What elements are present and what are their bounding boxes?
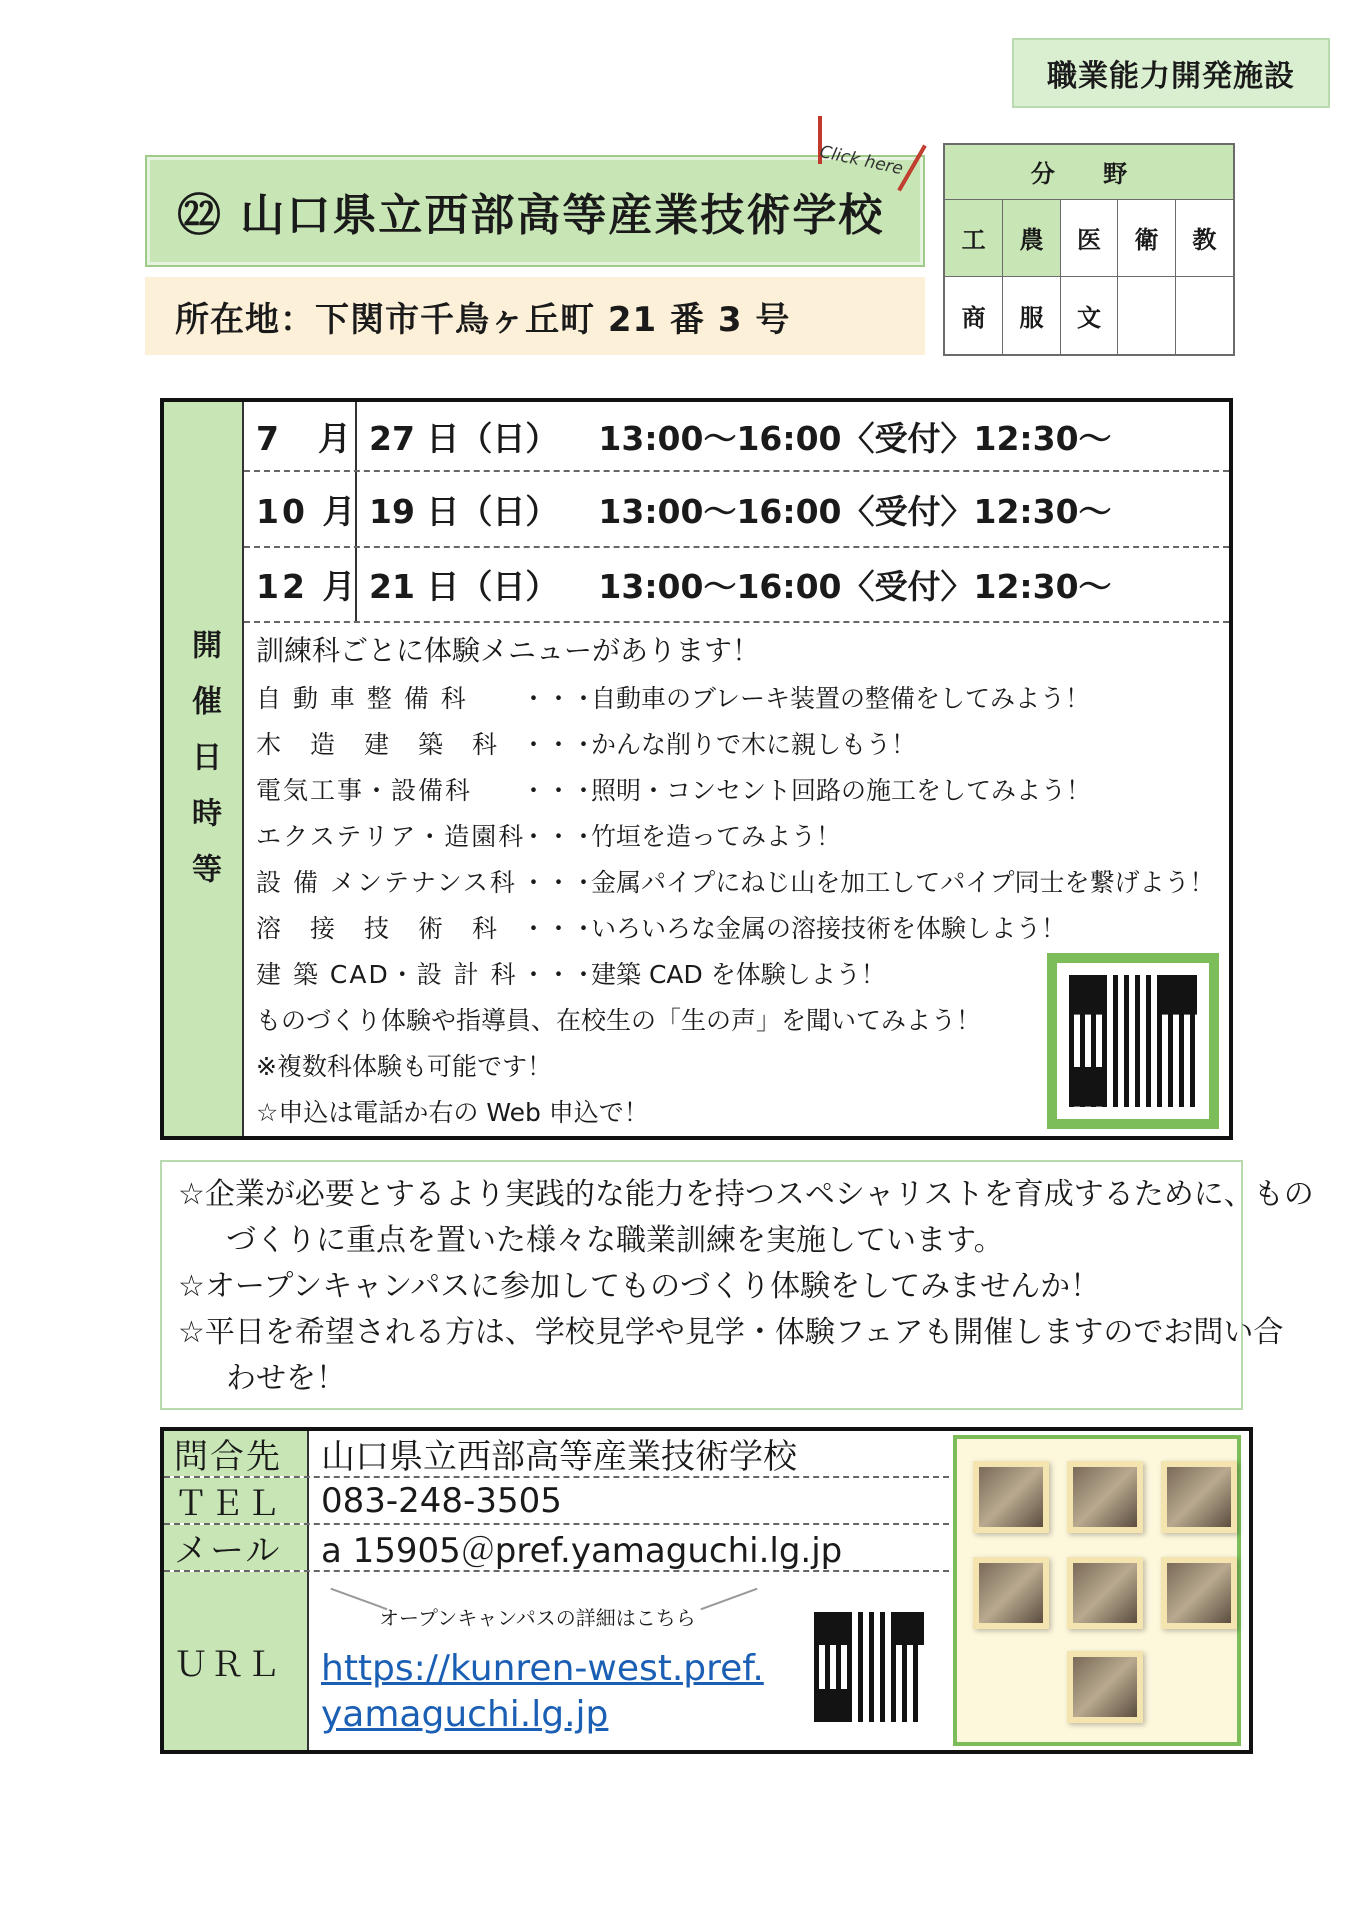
info-line: づくりに重点を置いた様々な職業訓練を実施しています。 — [226, 1223, 1004, 1258]
contact-table — [164, 1431, 949, 1750]
menu-area — [244, 623, 1229, 1136]
contact-box — [160, 1427, 1253, 1754]
photo-image — [1067, 1461, 1143, 1533]
field-cell — [1175, 276, 1234, 355]
menu-dept: 電気工事・設備科 — [256, 775, 473, 805]
field-cell: 服 — [1003, 276, 1061, 355]
application-qr-code[interactable] — [1047, 953, 1219, 1129]
menu-note: ※複数科体験も可能です！ — [256, 1051, 552, 1081]
date-row — [244, 402, 1229, 472]
date-month: 10 月 — [244, 472, 357, 545]
menu-desc: いろいろな金属の溶接技術を体験しよう！ — [591, 913, 1067, 943]
fields-table — [943, 143, 1235, 356]
menu-dots: ・・・ — [521, 867, 597, 897]
photo-image — [973, 1557, 1049, 1629]
field-cell: 商 — [944, 276, 1003, 355]
contact-row — [164, 1431, 949, 1478]
menu-dots: ・・・ — [521, 959, 597, 989]
info-line: ☆企業が必要とするより実践的な能力を持つスペシャリストを育成するために、もの — [178, 1177, 1314, 1212]
category-tag: 職業能力開発施設 — [1012, 38, 1330, 108]
contact-row — [164, 1478, 949, 1525]
photo-image — [1067, 1557, 1143, 1629]
menu-desc: かんな削りで木に親しもう！ — [591, 729, 917, 759]
info-box — [160, 1160, 1314, 1410]
field-cell: 農 — [1003, 199, 1061, 276]
field-cell — [1118, 276, 1176, 355]
schedule-side-text: 開催日時等 — [186, 629, 221, 909]
field-cell: 衛 — [1118, 199, 1176, 276]
menu-dept: 木 造 建 築 科 — [256, 729, 500, 759]
schedule-main — [244, 402, 1229, 1136]
url-hint: オープンキャンパスの詳細はこちら — [379, 1606, 696, 1630]
address-text: 所在地：下関市千鳥ヶ丘町 21 番 3 号 — [175, 299, 791, 340]
menu-dots: ・・・ — [521, 821, 597, 851]
inquiry-value: 山口県立西部高等産業技術学校 — [321, 1437, 797, 1477]
contact-row-url — [164, 1572, 949, 1750]
menu-desc: 竹垣を造ってみよう！ — [591, 821, 842, 851]
schedule-side-label — [164, 402, 244, 1136]
info-line: ☆オープンキャンパスに参加してものづくり体験をしてみませんか！ — [178, 1269, 1101, 1304]
qr-inner — [1057, 963, 1209, 1119]
info-line: わせを！ — [226, 1361, 346, 1396]
date-month: 12 月 — [244, 548, 357, 621]
hint-deco-icon — [700, 1588, 757, 1610]
date-time: 13:00～16:00〈受付〉12:30～ — [598, 566, 1112, 606]
photo-image — [1067, 1651, 1143, 1723]
menu-desc: 金属パイプにねじ山を加工してパイプ同士を繋げよう！ — [591, 867, 1215, 897]
menu-dots: ・・・ — [521, 729, 597, 759]
url-label: ＵＲＬ — [164, 1572, 309, 1750]
menu-desc: 建築 CAD を体験しよう！ — [591, 959, 886, 989]
menu-dept: 自 動 車 整 備 科 — [256, 683, 468, 713]
menu-item — [256, 860, 1229, 906]
date-day: 27 日（日） — [369, 418, 559, 458]
url-line-2: yamaguchi.lg.jp — [321, 1694, 609, 1735]
date-month: 7 月 — [244, 402, 357, 470]
info-line: ☆平日を希望される方は、学校見学や見学・体験フェアも開催しますのでお問い合 — [178, 1315, 1284, 1350]
page-title — [145, 155, 925, 267]
menu-dots: ・・・ — [521, 913, 597, 943]
menu-note: ☆申込は電話か右の Web 申込で！ — [256, 1097, 649, 1127]
mail-label: メール — [164, 1525, 309, 1570]
menu-item — [256, 676, 1229, 722]
menu-desc: 照明・コンセント回路の施工をしてみよう！ — [591, 775, 1092, 805]
menu-item — [256, 768, 1229, 814]
click-here-link[interactable]: Click here — [817, 142, 905, 180]
menu-note: ものづくり体験や指導員、在校生の「生の声」を聞いてみよう！ — [256, 1005, 982, 1035]
field-cell: 工 — [944, 199, 1003, 276]
date-day: 19 日（日） — [369, 491, 559, 531]
inquiry-label: 問合先 — [164, 1431, 309, 1476]
field-cell: 医 — [1060, 199, 1118, 276]
website-link[interactable] — [321, 1646, 764, 1738]
url-line-1: https://kunren-west.pref. — [321, 1648, 764, 1689]
tel-value[interactable]: 083-248-3505 — [321, 1480, 562, 1521]
schedule-box — [160, 398, 1233, 1140]
contact-row — [164, 1525, 949, 1572]
menu-dept: 建 築 CAD・設 計 科 — [256, 959, 518, 989]
tel-label: ＴＥＬ — [164, 1478, 309, 1523]
field-cell: 教 — [1175, 199, 1234, 276]
menu-desc: 自動車のブレーキ装置の整備をしてみよう！ — [591, 683, 1091, 713]
date-time: 13:00～16:00〈受付〉12:30～ — [598, 418, 1112, 458]
photo-image — [1161, 1461, 1237, 1533]
menu-dots: ・・・ — [521, 775, 597, 805]
url-block — [309, 1572, 949, 1750]
photo-image — [973, 1461, 1049, 1533]
fields-header: 分 野 — [944, 144, 1234, 199]
field-cell: 文 — [1060, 276, 1118, 355]
school-name: ㉒ 山口県立西部高等産業技術学校 — [177, 190, 885, 241]
menu-item — [256, 906, 1229, 952]
mail-value[interactable]: a 15905＠pref.yamaguchi.lg.jp — [321, 1531, 843, 1571]
menu-item — [256, 814, 1229, 860]
address-bar — [145, 277, 925, 355]
date-time: 13:00～16:00〈受付〉12:30～ — [598, 491, 1112, 531]
date-day: 21 日（日） — [369, 566, 559, 606]
menu-item — [256, 722, 1229, 768]
menu-dept: エクステリア・造園科 — [256, 821, 526, 851]
website-qr-code-icon[interactable] — [814, 1612, 924, 1722]
menu-dept: 設 備 メンテナンス科 — [256, 867, 517, 897]
photo-panel — [953, 1435, 1241, 1746]
date-row — [244, 472, 1229, 547]
qr-code-icon — [1069, 975, 1197, 1107]
menu-dept: 溶 接 技 術 科 — [256, 913, 500, 943]
photo-image — [1161, 1557, 1237, 1629]
date-row — [244, 548, 1229, 623]
menu-intro: 訓練科ごとに体験メニューがあります！ — [256, 633, 761, 667]
menu-dots: ・・・ — [521, 683, 597, 713]
